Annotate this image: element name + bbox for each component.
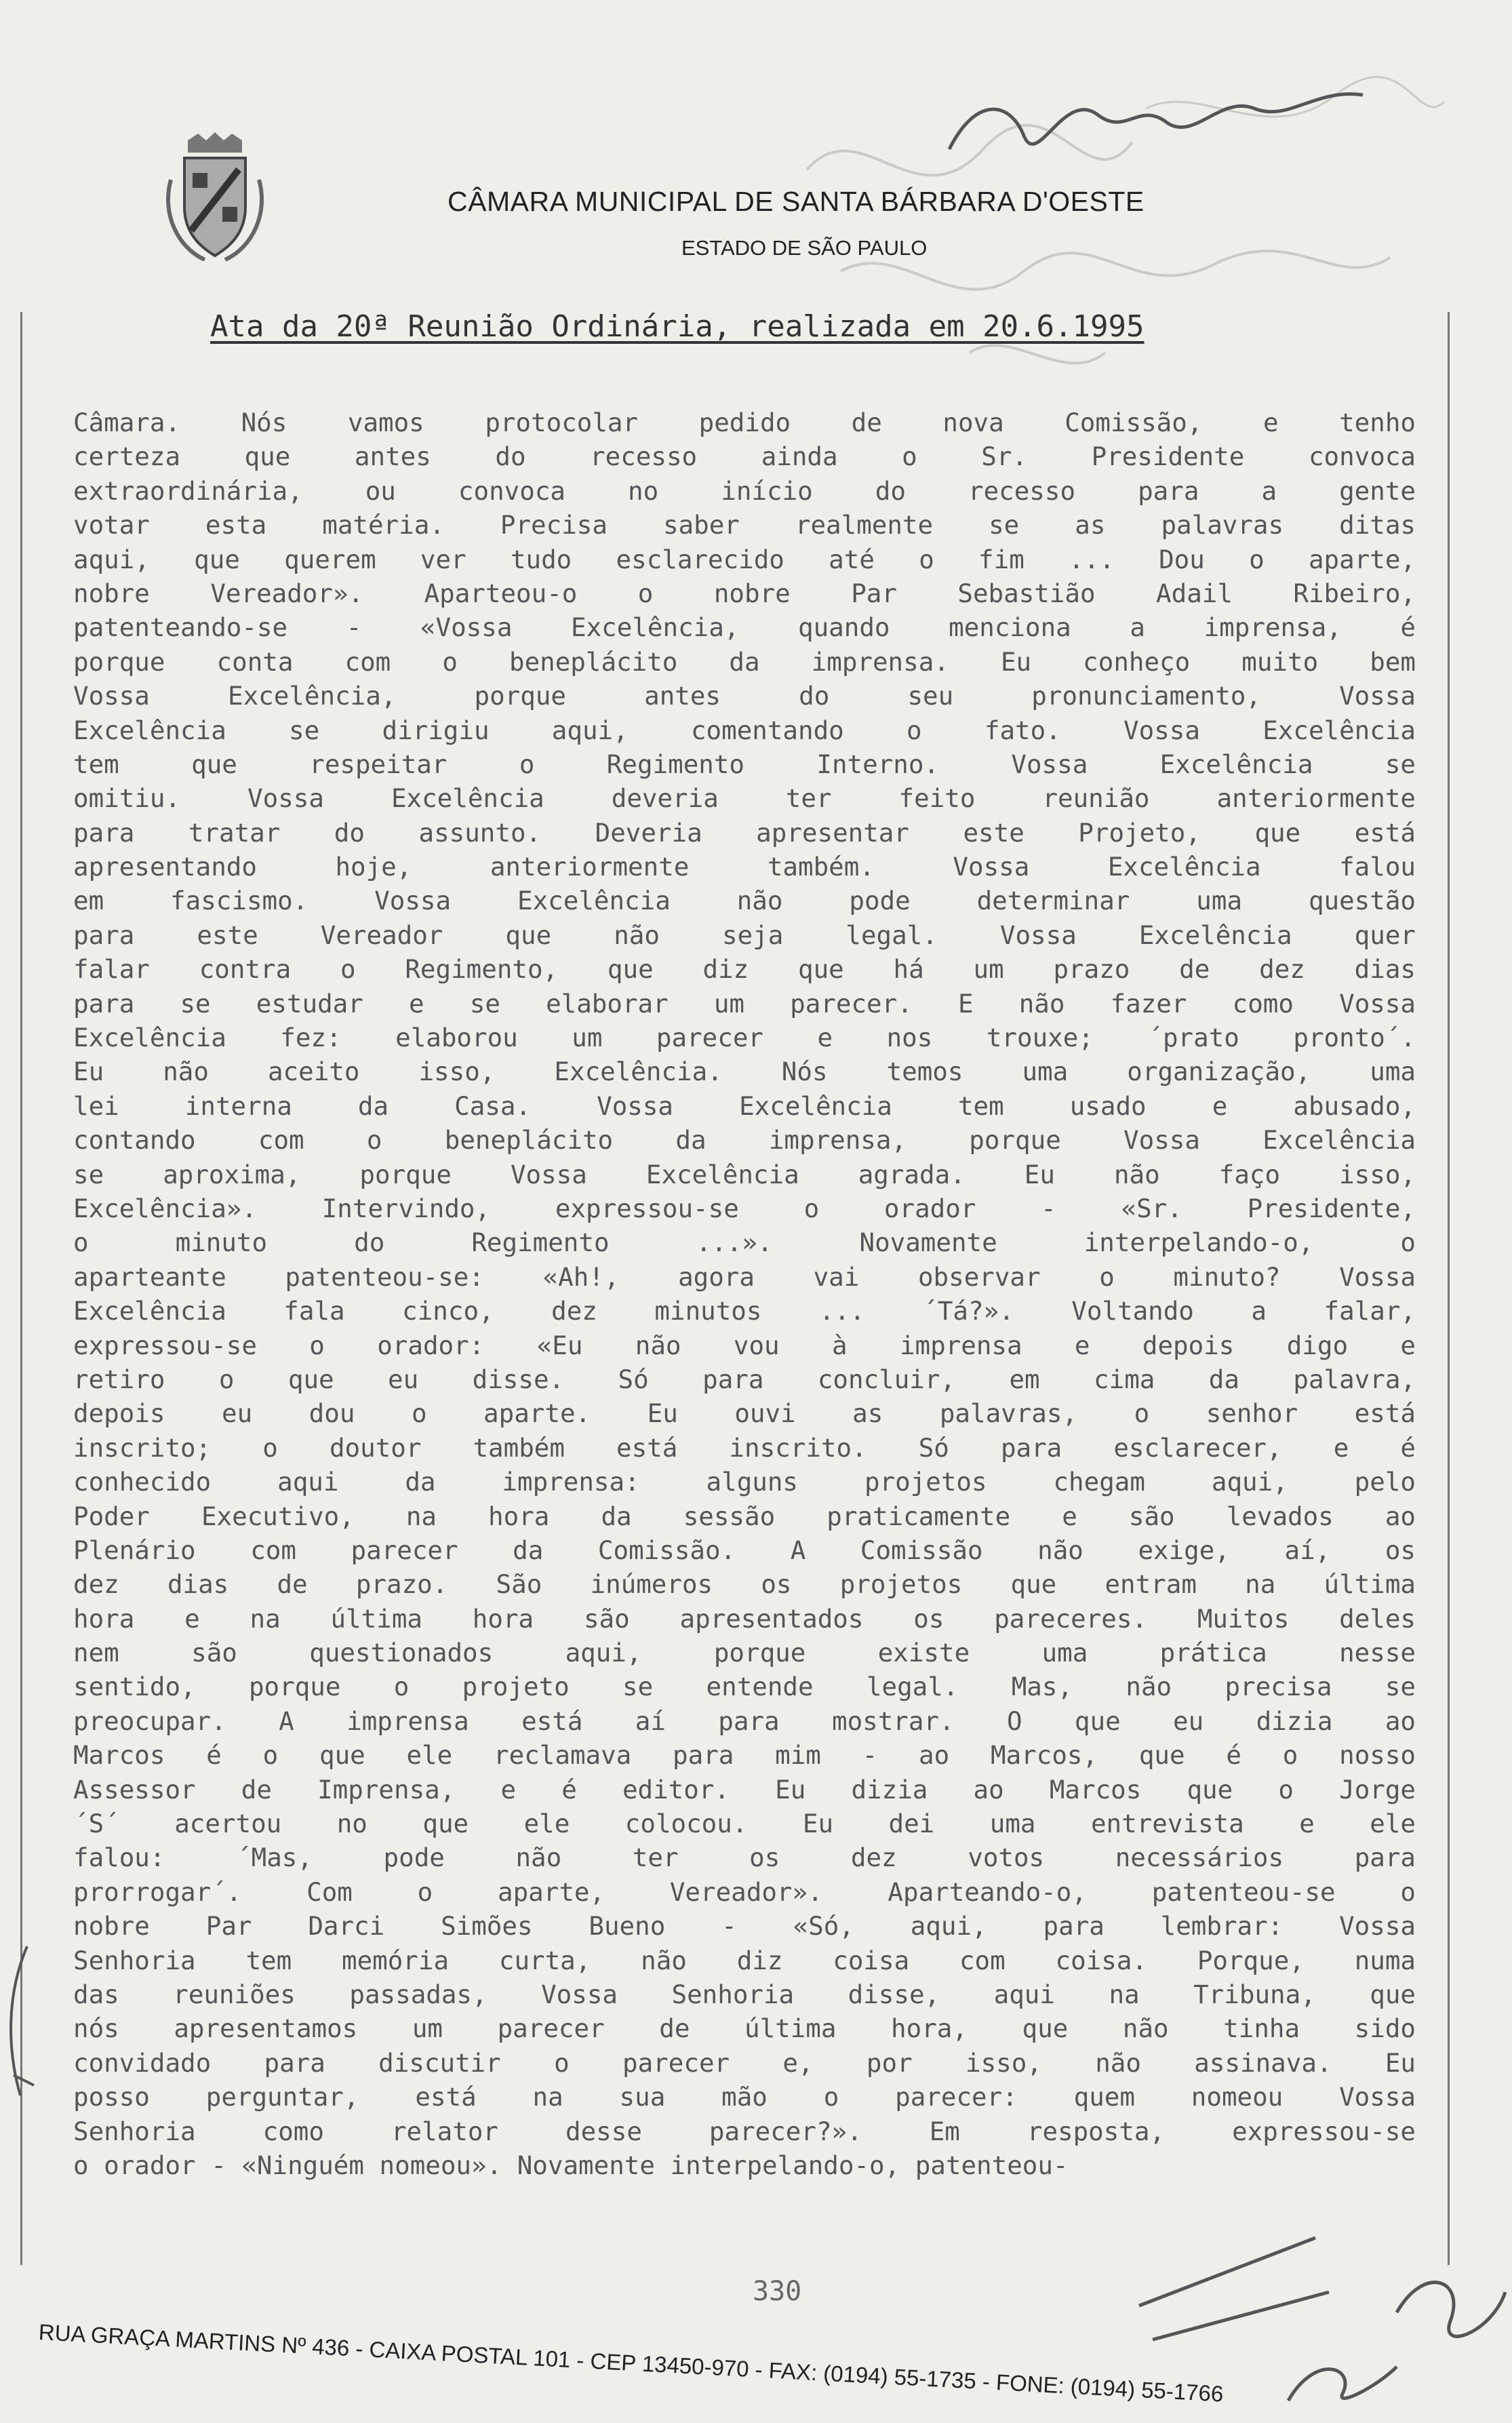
body-line: Poder Executivo, na hora da sessão praticamente e são levados ao bbox=[73, 1501, 1416, 1531]
signature-bottom-right bbox=[1112, 2211, 1512, 2414]
minutes-title: Ata da 20ª Reunião Ordinária, realizada em 20.6.1995 bbox=[210, 309, 1145, 344]
body-line: dez dias de prazo. São inúmeros os projetos que entram na última bbox=[73, 1569, 1416, 1600]
body-line: hora e na última hora são apresentados os pareceres. Muitos deles bbox=[73, 1603, 1416, 1634]
body-line: prorrogar´. Com o aparte, Vereador». Aparteando-o, patenteou-se o bbox=[73, 1876, 1416, 1907]
footer-address: RUA GRAÇA MARTINS Nº 436 - CAIXA POSTAL 101 - CEP 13450-970 - FAX: (0194) 55-1735 - FONE: (0194) 55-1766 bbox=[38, 2319, 1225, 2407]
body-line: nem são questionados aqui, porque existe uma prática nesse bbox=[73, 1638, 1416, 1668]
body-line: nobre Par Darci Simões Bueno - «Só, aqui, para lembrar: Vossa bbox=[73, 1911, 1416, 1942]
body-line: o minuto do Regimento ...». Novamente interpelando-o, o bbox=[73, 1227, 1416, 1258]
body-line: Excelência fala cinco, dez minutos ... ´Tá?». Voltando a falar, bbox=[73, 1296, 1416, 1326]
body-line: porque conta com o beneplácito da imprensa. Eu conheço muito bem bbox=[73, 646, 1416, 677]
body-line: aqui, que querem ver tudo esclarecido até o fim ... Dou o aparte, bbox=[73, 544, 1416, 574]
body-line: falou: ´Mas, pode não ter os dez votos necessários para bbox=[73, 1843, 1416, 1873]
body-line: nós apresentamos um parecer de última hora, que não tinha sido bbox=[73, 2013, 1416, 2044]
right-margin-line bbox=[1448, 312, 1450, 2265]
body-line: contando com o beneplácito da imprensa, porque Vossa Excelência bbox=[73, 1125, 1416, 1156]
body-line: Assessor de Imprensa, e é editor. Eu dizia ao Marcos que o Jorge bbox=[73, 1774, 1416, 1805]
body-line: das reuniões passadas, Vossa Senhoria disse, aqui na Tribuna, que bbox=[73, 1979, 1416, 2009]
state-name: ESTADO DE SÃO PAULO bbox=[681, 236, 928, 260]
minutes-body bbox=[73, 406, 1416, 2182]
coat-of-arms-icon bbox=[164, 132, 266, 261]
body-line: expressou-se o orador: «Eu não vou à imprensa e depois digo e bbox=[73, 1330, 1416, 1360]
body-line: ´S´ acertou no que ele colocou. Eu dei uma entrevista e ele bbox=[73, 1809, 1416, 1839]
body-line: Excelência». Intervindo, expressou-se o orador - «Sr. Presidente, bbox=[73, 1193, 1416, 1223]
body-line: inscrito; o doutor também está inscrito. Só para esclarecer, e é bbox=[73, 1432, 1416, 1463]
body-line: nobre Vereador». Aparteou-o o nobre Par Sebastião Adail Ribeiro, bbox=[73, 578, 1416, 608]
body-line: certeza que antes do recesso ainda o Sr. Presidente convoca bbox=[73, 441, 1416, 472]
body-line: falar contra o Regimento, que diz que há um prazo de dez dias bbox=[73, 954, 1416, 985]
signature-top bbox=[936, 75, 1376, 176]
body-line: sentido, porque o projeto se entende legal. Mas, não precisa se bbox=[73, 1672, 1416, 1702]
body-line: apresentando hoje, anteriormente também. Vossa Excelência falou bbox=[73, 852, 1416, 882]
body-line: Eu não aceito isso, Excelência. Nós temos uma organização, uma bbox=[73, 1057, 1416, 1087]
body-line: aparteante patenteou-se: «Ah!, agora vai observar o minuto? Vossa bbox=[73, 1261, 1416, 1292]
body-line: Senhoria como relator desse parecer?». Em resposta, expressou-se bbox=[73, 2116, 1416, 2146]
body-line: Plenário com parecer da Comissão. A Comissão não exige, aí, os bbox=[73, 1535, 1416, 1565]
body-line: Vossa Excelência, porque antes do seu pronunciamento, Vossa bbox=[73, 681, 1416, 711]
body-line: em fascismo. Vossa Excelência não pode determinar uma questão bbox=[73, 886, 1416, 916]
body-line: tem que respeitar o Regimento Interno. Vossa Excelência se bbox=[73, 749, 1416, 779]
body-line: lei interna da Casa. Vossa Excelência tem usado e abusado, bbox=[73, 1090, 1416, 1121]
body-line: o orador - «Ninguém nomeou». Novamente interpelando-o, patenteou- bbox=[73, 2150, 1069, 2180]
body-line: omitiu. Vossa Excelência deveria ter feito reunião anteriormente bbox=[73, 783, 1416, 814]
body-line: para tratar do assunto. Deveria apresentar este Projeto, que está bbox=[73, 817, 1416, 848]
body-line: convidado para discutir o parecer e, por isso, não assinava. Eu bbox=[73, 2047, 1416, 2078]
body-line: Excelência fez: elaborou um parecer e nos trouxe; ´prato pronto´. bbox=[73, 1023, 1416, 1053]
body-line: Excelência se dirigiu aqui, comentando o fato. Vossa Excelência bbox=[73, 715, 1416, 745]
body-line: patenteando-se - «Vossa Excelência, quando menciona a imprensa, é bbox=[73, 612, 1416, 643]
body-line: para se estudar e se elaborar um parecer. E não fazer como Vossa bbox=[73, 988, 1416, 1019]
body-line: retiro o que eu disse. Só para concluir, em cima da palavra, bbox=[73, 1364, 1416, 1394]
page-number: 330 bbox=[753, 2276, 802, 2307]
body-line: extraordinária, ou convoca no início do recesso para a gente bbox=[73, 475, 1416, 506]
body-line: para este Vereador que não seja legal. Vossa Excelência quer bbox=[73, 920, 1416, 950]
initials-left-margin bbox=[0, 1939, 41, 2102]
body-line: preocupar. A imprensa está aí para mostrar. O que eu dizia ao bbox=[73, 1706, 1416, 1736]
body-line: votar esta matéria. Precisa saber realmente se as palavras ditas bbox=[73, 510, 1416, 540]
body-line: Marcos é o que ele reclamava para mim - ao Marcos, que é o nosso bbox=[73, 1740, 1416, 1771]
body-line: se aproxima, porque Vossa Excelência agrada. Eu não faço isso, bbox=[73, 1159, 1416, 1189]
body-line: Senhoria tem memória curta, não diz coisa com coisa. Porque, numa bbox=[73, 1945, 1416, 1975]
body-line: depois eu dou o aparte. Eu ouvi as palavras, o senhor está bbox=[73, 1398, 1416, 1429]
body-line: Câmara. Nós vamos protocolar pedido de nova Comissão, e tenho bbox=[73, 408, 1416, 437]
body-line: posso perguntar, está na sua mão o parecer: quem nomeou Vossa bbox=[73, 2082, 1416, 2112]
body-line: conhecido aqui da imprensa: alguns projetos chegam aqui, pelo bbox=[73, 1467, 1416, 1497]
institution-name: CÂMARA MUNICIPAL DE SANTA BÁRBARA D'OESTE bbox=[447, 186, 1145, 217]
